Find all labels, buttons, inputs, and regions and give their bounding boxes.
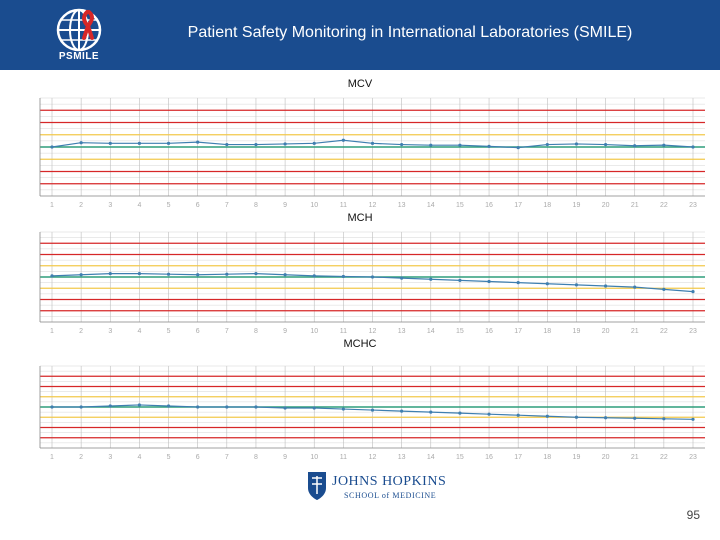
x-tick-label: 11 [339, 202, 348, 209]
x-tick-label: 15 [456, 202, 464, 209]
data-point [400, 277, 403, 280]
data-point [342, 139, 345, 142]
data-point [283, 273, 286, 276]
x-tick-label: 8 [254, 328, 258, 335]
data-point [254, 272, 257, 275]
x-tick-label: 15 [456, 328, 464, 335]
page-number: 95 [686, 508, 700, 522]
data-point [429, 278, 432, 281]
x-tick-label: 7 [224, 328, 229, 335]
data-point [487, 145, 490, 148]
x-tick-label: 3 [108, 328, 113, 335]
data-point [225, 143, 228, 146]
data-point [138, 272, 141, 275]
x-tick-label: 11 [339, 328, 348, 335]
x-tick-label: 23 [689, 454, 697, 461]
data-point [342, 275, 345, 278]
data-point [283, 406, 286, 409]
x-tick-label: 23 [689, 202, 697, 209]
data-point [254, 143, 257, 146]
x-tick-label: 19 [572, 202, 581, 209]
x-tick-label: 12 [368, 328, 377, 335]
x-tick-label: 4 [137, 202, 142, 209]
data-point [109, 404, 112, 407]
school-name: SCHOOL of MEDICINE [344, 491, 437, 500]
x-tick-label: 10 [310, 454, 319, 461]
data-point [458, 144, 461, 147]
x-tick-label: 10 [310, 202, 319, 209]
data-point [225, 405, 228, 408]
x-tick-label: 5 [166, 328, 171, 335]
x-tick-label: 6 [195, 202, 200, 209]
x-tick-label: 17 [514, 328, 523, 335]
data-point [517, 414, 520, 417]
data-point [254, 405, 257, 408]
data-point [662, 144, 665, 147]
data-point [167, 273, 170, 276]
data-point [313, 274, 316, 277]
slide-header [0, 0, 720, 70]
data-point [342, 407, 345, 410]
x-tick-label: 16 [485, 202, 493, 209]
x-tick-label: 2 [79, 202, 84, 209]
x-tick-label: 1 [50, 454, 54, 461]
x-tick-label: 6 [195, 454, 200, 461]
data-point [604, 284, 607, 287]
chart-title-mcv: MCV [347, 78, 373, 90]
x-tick-label: 17 [514, 454, 523, 461]
data-point [575, 283, 578, 286]
x-tick-label: 9 [283, 202, 288, 209]
x-tick-label: 20 [601, 202, 610, 209]
data-point [167, 142, 170, 145]
x-tick-label: 4 [137, 328, 142, 335]
data-point [429, 144, 432, 147]
x-tick-label: 2 [79, 454, 84, 461]
x-tick-label: 20 [601, 328, 610, 335]
x-tick-label: 16 [485, 454, 493, 461]
data-point [400, 143, 403, 146]
data-point [575, 142, 578, 145]
x-tick-label: 18 [543, 454, 552, 461]
x-tick-label: 18 [543, 328, 552, 335]
x-tick-label: 1 [50, 202, 54, 209]
x-tick-label: 14 [426, 328, 435, 335]
data-point [371, 142, 374, 145]
x-tick-label: 12 [368, 454, 377, 461]
data-point [80, 141, 83, 144]
data-point [604, 143, 607, 146]
logo-text: PSMILE [58, 51, 100, 62]
x-tick-label: 17 [514, 202, 523, 209]
x-tick-label: 14 [426, 202, 435, 209]
x-tick-label: 22 [659, 328, 668, 335]
data-point [313, 406, 316, 409]
x-tick-label: 20 [601, 454, 610, 461]
data-point [196, 405, 199, 408]
x-tick-label: 9 [283, 454, 288, 461]
x-tick-label: 3 [108, 202, 113, 209]
data-point [575, 416, 578, 419]
data-point [691, 290, 694, 293]
x-tick-label: 23 [689, 328, 697, 335]
x-tick-label: 13 [397, 202, 406, 209]
data-point [283, 142, 286, 145]
x-tick-label: 21 [630, 454, 639, 461]
x-tick-label: 5 [166, 202, 171, 209]
data-point [633, 417, 636, 420]
data-point [50, 274, 53, 277]
mcv-chart [0, 92, 720, 210]
x-tick-label: 3 [108, 454, 113, 461]
x-tick-label: 16 [485, 328, 493, 335]
x-tick-label: 19 [572, 454, 581, 461]
x-tick-label: 6 [195, 328, 200, 335]
data-point [546, 282, 549, 285]
data-point [429, 411, 432, 414]
mch-chart [0, 226, 720, 336]
x-tick-label: 10 [310, 328, 319, 335]
data-point [458, 279, 461, 282]
x-tick-label: 4 [137, 454, 142, 461]
data-point [80, 273, 83, 276]
data-point [371, 275, 374, 278]
institution-name: JOHNS HOPKINS [332, 474, 447, 489]
data-point [196, 273, 199, 276]
x-tick-label: 2 [79, 328, 84, 335]
page-title: Patient Safety Monitoring in International Laboratories (SMILE) [187, 24, 633, 41]
x-tick-label: 7 [224, 202, 229, 209]
data-point [633, 144, 636, 147]
x-tick-label: 21 [630, 328, 639, 335]
data-point [225, 273, 228, 276]
data-point [546, 143, 549, 146]
x-tick-label: 22 [659, 202, 668, 209]
data-point [50, 405, 53, 408]
x-tick-label: 7 [224, 454, 229, 461]
mchc-chart [0, 360, 720, 462]
x-tick-label: 14 [426, 454, 435, 461]
data-point [50, 145, 53, 148]
data-point [109, 142, 112, 145]
data-point [487, 413, 490, 416]
data-point [80, 405, 83, 408]
data-point [517, 146, 520, 149]
data-point [167, 404, 170, 407]
data-point [313, 142, 316, 145]
data-point [196, 141, 199, 144]
x-tick-label: 12 [368, 202, 377, 209]
data-point [633, 286, 636, 289]
data-point [691, 418, 694, 421]
x-tick-label: 5 [166, 454, 171, 461]
chart-title-mch: MCH [347, 212, 373, 224]
data-point [138, 142, 141, 145]
x-tick-label: 15 [456, 454, 464, 461]
x-tick-label: 8 [254, 202, 258, 209]
data-point [400, 410, 403, 413]
x-tick-label: 18 [543, 202, 552, 209]
data-point [458, 412, 461, 415]
x-tick-label: 21 [630, 202, 639, 209]
data-point [371, 408, 374, 411]
data-point [109, 272, 112, 275]
data-point [138, 403, 141, 406]
x-tick-label: 13 [397, 328, 406, 335]
data-point [487, 280, 490, 283]
data-point [546, 415, 549, 418]
chart-title-mchc: MCHC [343, 338, 377, 350]
x-tick-label: 22 [659, 454, 668, 461]
data-point [604, 416, 607, 419]
data-point [517, 281, 520, 284]
x-tick-label: 19 [572, 328, 581, 335]
x-tick-label: 1 [50, 328, 54, 335]
x-tick-label: 8 [254, 454, 258, 461]
x-tick-label: 9 [283, 328, 288, 335]
data-point [691, 145, 694, 148]
x-tick-label: 11 [339, 454, 348, 461]
data-point [662, 417, 665, 420]
data-point [662, 288, 665, 291]
x-tick-label: 13 [397, 454, 406, 461]
